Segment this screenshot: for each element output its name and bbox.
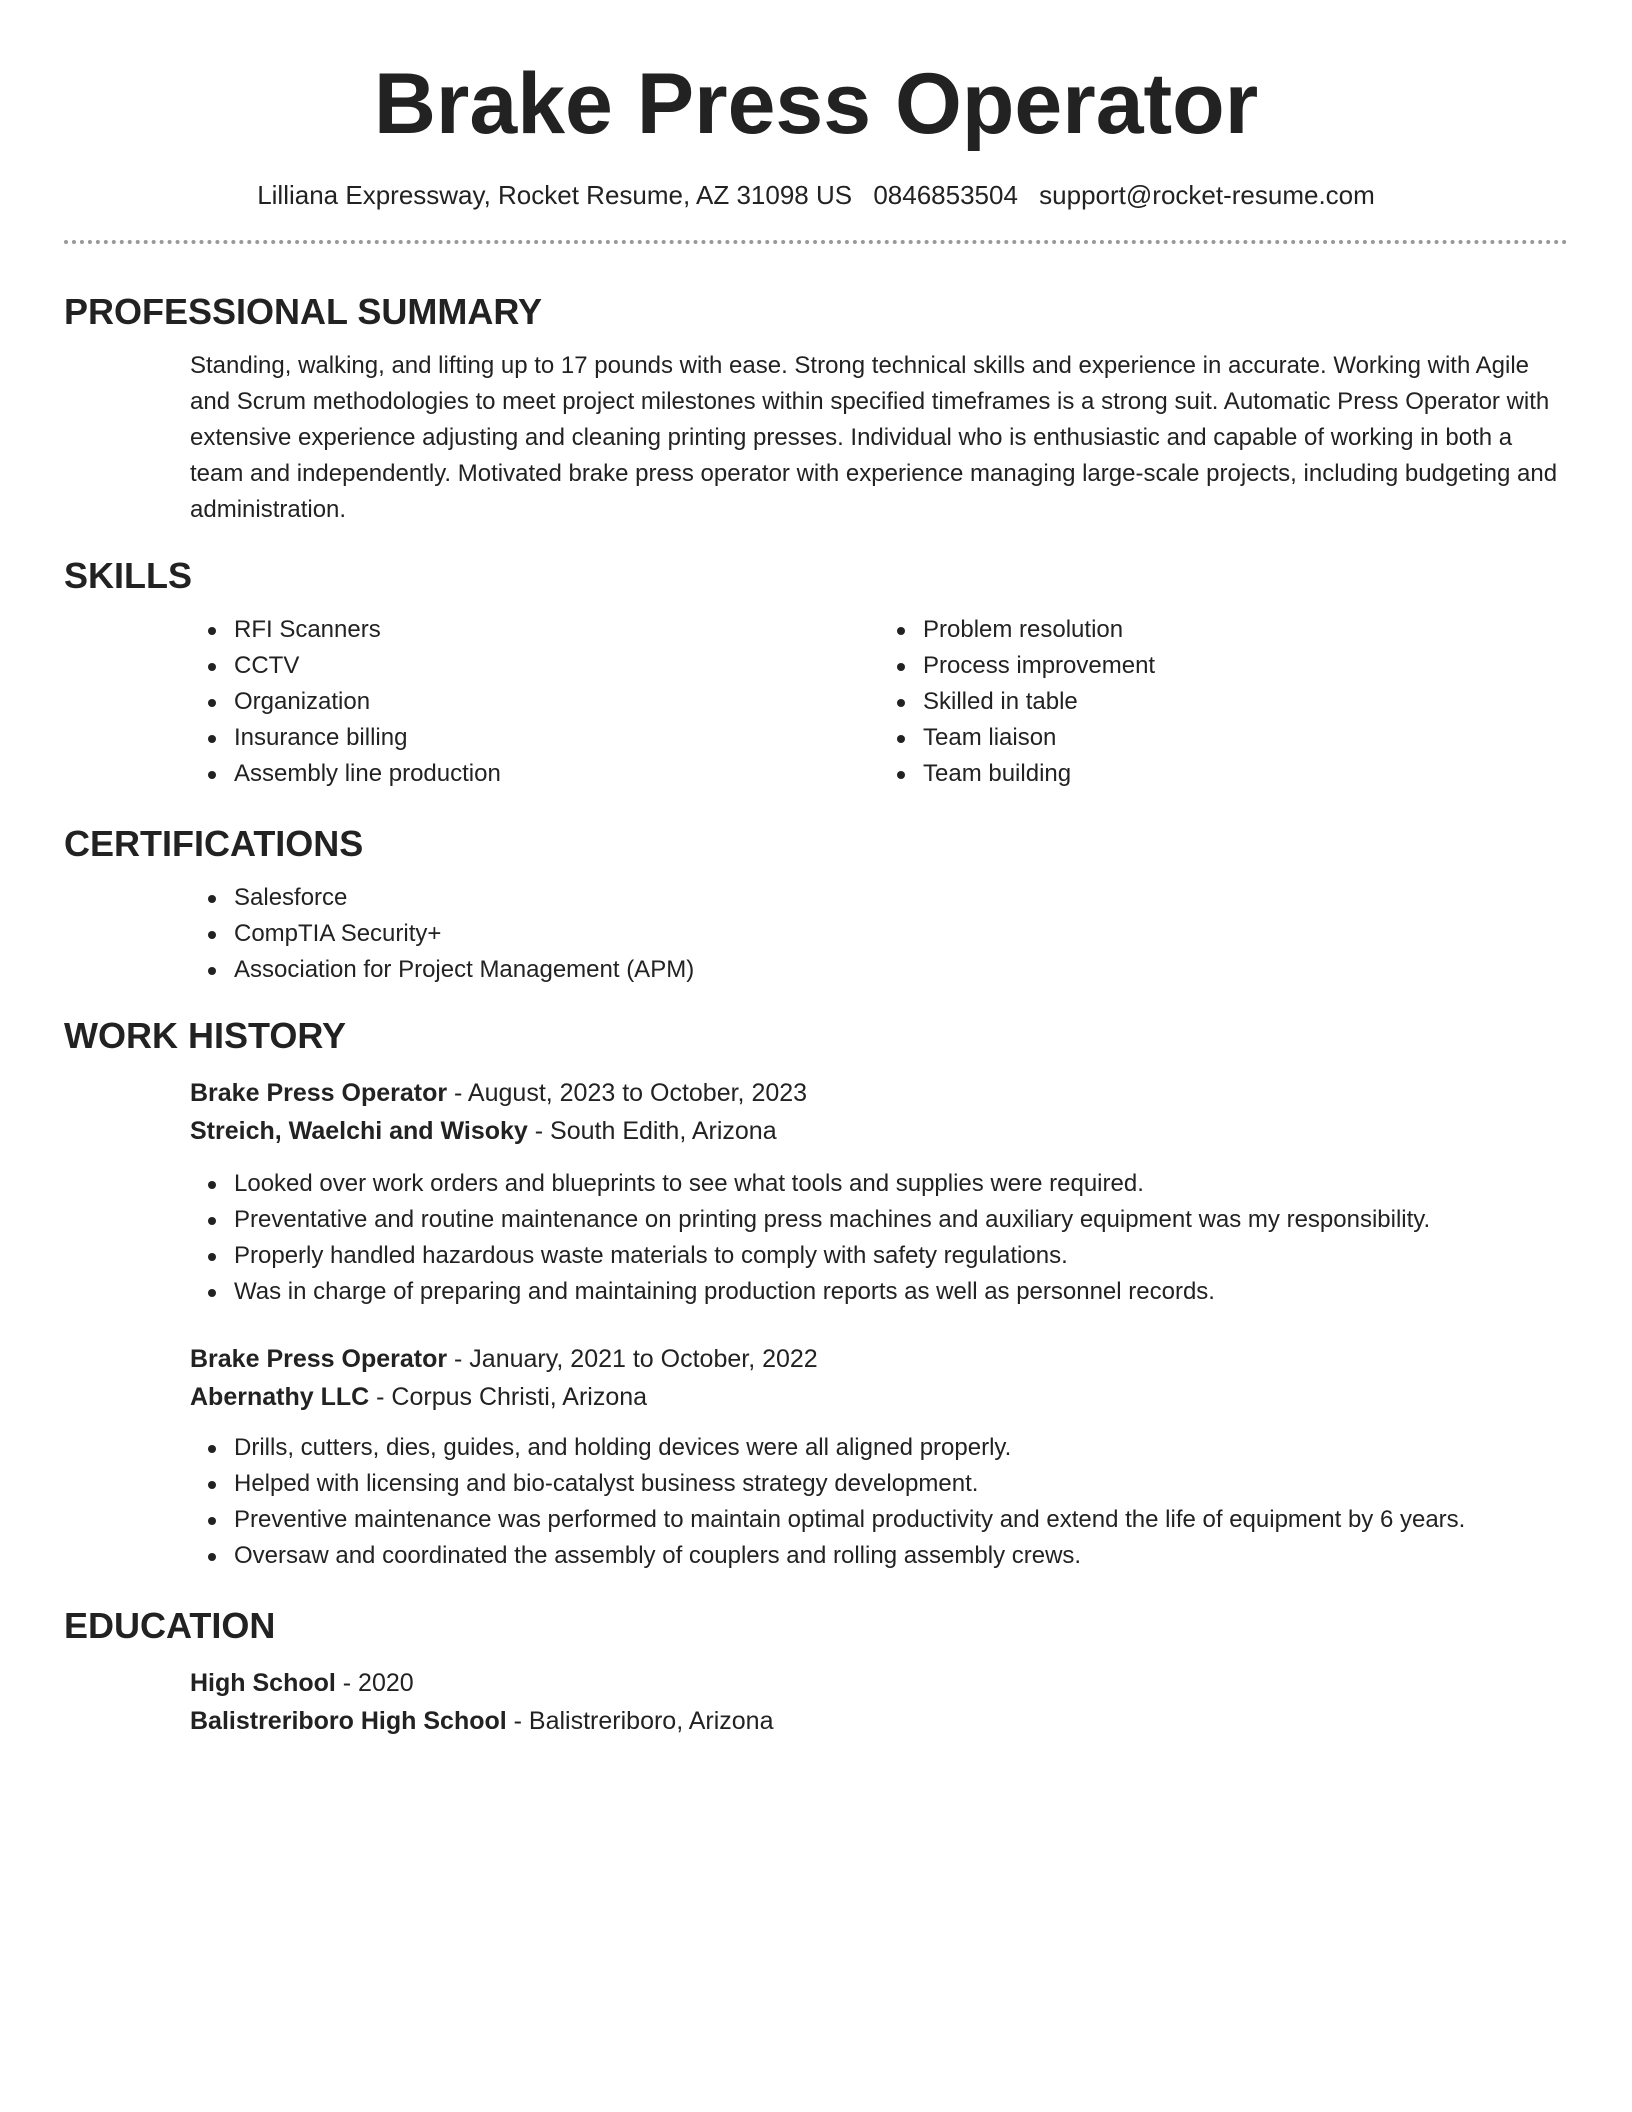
education-school: Balistreriboro High School: [190, 1707, 507, 1735]
skill-item: Team liaison: [923, 720, 1568, 756]
education-year: - 2020: [335, 1669, 414, 1697]
skill-item: Skilled in table: [923, 684, 1568, 720]
skill-item: Assembly line production: [234, 756, 879, 792]
job-bullet: Oversaw and coordinated the assembly of couplers and rolling assembly crews.: [234, 1538, 1568, 1574]
job-location: - Corpus Christi, Arizona: [369, 1383, 648, 1411]
job-title-line: [190, 1074, 1568, 1112]
work-history-section: [64, 1014, 1568, 1574]
job-title: Brake Press Operator: [190, 1345, 448, 1373]
skills-heading: SKILLS: [64, 555, 193, 596]
summary-section: [64, 290, 1568, 528]
job-dates: - January, 2021 to October, 2022: [447, 1345, 818, 1373]
summary-text: Standing, walking, and lifting up to 17 pounds with ease. Strong technical skills and experience in accurate. Working with Agile and Scrum methodologies to meet project milestones within specified timeframes is a strong suit. Automatic Press Operator with extensive experience adjusting and cleaning printing presses. Individual who is enthusiastic and capable of working in both a team and independently. Motivated brake press operator with experience managing large-scale projects, including budgeting and administration.: [190, 352, 1558, 523]
summary-heading: PROFESSIONAL SUMMARY: [64, 291, 543, 332]
skill-item: Insurance billing: [234, 720, 879, 756]
skill-item: RFI Scanners: [234, 612, 879, 648]
job-company: Streich, Waelchi and Wisoky: [190, 1117, 528, 1145]
job-bullet: Was in charge of preparing and maintaining production reports as well as personnel records.: [234, 1274, 1568, 1310]
job-bullet: Helped with licensing and bio-catalyst business strategy development.: [234, 1466, 1568, 1502]
education-location: - Balistreriboro, Arizona: [506, 1707, 774, 1735]
certifications-body: [190, 880, 1568, 988]
job-title-line: [190, 1340, 1568, 1378]
certifications-heading: CERTIFICATIONS: [64, 823, 364, 864]
certifications-list: [190, 880, 1568, 988]
education-entry: [190, 1664, 1568, 1740]
job-location: - South Edith, Arizona: [527, 1117, 777, 1145]
header-divider: [64, 240, 1568, 244]
job-title: Brake Press Operator: [190, 1079, 448, 1107]
education-degree-line: [190, 1664, 1568, 1702]
job-bullets: [190, 1166, 1568, 1310]
skill-item: Team building: [923, 756, 1568, 792]
skills-list-right: [879, 612, 1568, 792]
education-school-line: [190, 1702, 1568, 1740]
contact-address: Lilliana Expressway, Rocket Resume, AZ 31098 US: [257, 180, 853, 210]
skill-item: Process improvement: [923, 648, 1568, 684]
skills-section: [64, 554, 1568, 792]
contact-phone: 0846853504: [873, 180, 1018, 210]
job-entry: [190, 1340, 1568, 1574]
skill-item: Problem resolution: [923, 612, 1568, 648]
job-bullet: Preventive maintenance was performed to maintain optimal productivity and extend the life of equipment by 6 years.: [234, 1502, 1568, 1538]
job-bullet: Properly handled hazardous waste materials to comply with safety regulations.: [234, 1238, 1568, 1274]
job-bullet: Drills, cutters, dies, guides, and holding devices were all aligned properly.: [234, 1430, 1568, 1466]
skill-item: Organization: [234, 684, 879, 720]
job-entry: [190, 1074, 1568, 1310]
certification-item: Salesforce: [234, 880, 1568, 916]
job-bullet: Looked over work orders and blueprints to see what tools and supplies were required.: [234, 1166, 1568, 1202]
certifications-section: [64, 822, 1568, 988]
resume-page: [64, 0, 1568, 1740]
job-company-line: [190, 1378, 1568, 1416]
certification-item: CompTIA Security+: [234, 916, 1568, 952]
job-company: Abernathy LLC: [190, 1383, 370, 1411]
skills-columns: [190, 612, 1568, 792]
work-history-heading: WORK HISTORY: [64, 1015, 347, 1056]
job-company-line: [190, 1112, 1568, 1150]
education-degree: High School: [190, 1669, 336, 1697]
resume-title: Brake Press Operator: [373, 56, 1259, 152]
education-heading: EDUCATION: [64, 1605, 276, 1646]
job-bullets: [190, 1430, 1568, 1574]
skills-list-left: [190, 612, 879, 792]
contact-line: [64, 178, 1568, 212]
job-dates: - August, 2023 to October, 2023: [447, 1079, 808, 1107]
education-section: [64, 1604, 1568, 1740]
contact-email: support@rocket-resume.com: [1039, 180, 1375, 210]
skill-item: CCTV: [234, 648, 879, 684]
certification-item: Association for Project Management (APM): [234, 952, 1568, 988]
job-bullet: Preventative and routine maintenance on printing press machines and auxiliary equipment was my responsibility.: [234, 1202, 1568, 1238]
